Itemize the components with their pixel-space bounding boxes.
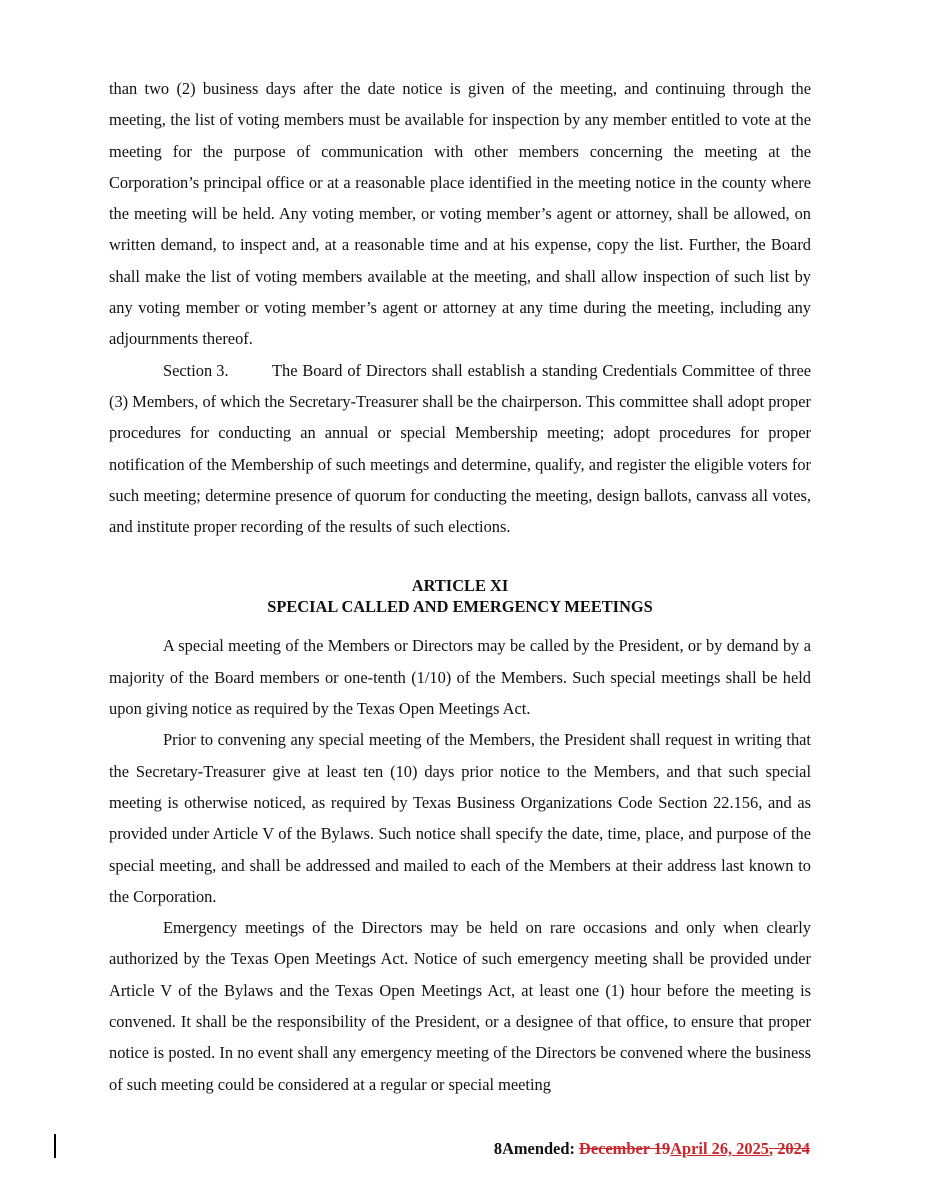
deleted-date: December 19 xyxy=(579,1139,671,1158)
inserted-date: April 26, 2025 xyxy=(670,1139,770,1158)
article-paragraph-notice: Prior to convening any special meeting of the Members, the President shall request in writing that the Secretary-Treasurer give at least ten (10) days prior notice to the Members, and that such special meeting is otherwise noticed, as required by Texas Business Organizations Code Section 22.156, and as provided under Article V of the Bylaws. Such notice shall specify the date, time, place, and purpose of the special meeting, and shall be addressed and mailed to each of the Members at their address last known to the Corporation. xyxy=(109,730,811,906)
continuation-paragraph: than two (2) business days after the date notice is given of the meeting, and continuing through the meeting, the list of voting members must be available for inspection by any member entitled to vote at the meeting for the purpose of communication with other members concerning the meeting at the Corporation’s principal office or at a reasonable place identified in the meeting notice in the county where the meeting will be held. Any voting member, or voting member’s agent or attorney, shall be allowed, on written demand, to inspect and, at a reasonable time and at his expense, copy the list. Further, the Board shall make the list of voting members available at the meeting, and shall allow inspection of such list by any voting member or voting member’s agent or attorney at any time during the meeting, including any adjournments thereof. xyxy=(109,79,811,349)
page-footer xyxy=(494,1139,810,1159)
revision-change-bar xyxy=(54,1134,56,1158)
article-title: SPECIAL CALLED AND EMERGENCY MEETINGS xyxy=(267,597,653,617)
article-paragraph-special-meeting: A special meeting of the Members or Directors may be called by the President, or by demand by a majority of the Board members or one-tenth (1/10) of the Members. Such special meetings shall be held upon giving notice as required by the Texas Open Meetings Act. xyxy=(109,636,811,719)
section-3-text: The Board of Directors shall establish a standing Credentials Committee of three (3) Members, of which the Secretary-Treasurer shall be the chairperson. This committee shall adopt proper procedures for conducting an annual or special Membership meeting; adopt procedures for proper notification of the Membership of such meetings and determine, qualify, and register the eligible voters for such meeting; determine presence of quorum for conducting the meeting, design ballots, canvass all votes, and institute proper recording of the results of such elections. xyxy=(109,360,811,537)
document-page xyxy=(109,73,811,1100)
deleted-year: , 2024 xyxy=(769,1139,810,1158)
page-number: 8 xyxy=(493,1139,503,1158)
article-paragraph-emergency: Emergency meetings of the Directors may be held on rare occasions and only when clearly authorized by the Texas Open Meetings Act. Notice of such emergency meeting shall be provided under Article V of the Bylaws and the Texas Open Meetings Act, at least one (1) hour before the meeting is convened. It shall be the responsibility of the President, or a designee of that office, to ensure that proper notice is posted. In no event shall any emergency meeting of the Directors be convened where the business of such meeting could be considered at a regular or special meeting xyxy=(109,918,811,1094)
section-3-label: Section 3. xyxy=(163,360,229,380)
article-heading xyxy=(109,575,811,617)
article-number: ARTICLE XI xyxy=(411,576,509,596)
section-3-paragraph xyxy=(109,355,811,543)
amended-label: Amended: xyxy=(502,1139,580,1158)
